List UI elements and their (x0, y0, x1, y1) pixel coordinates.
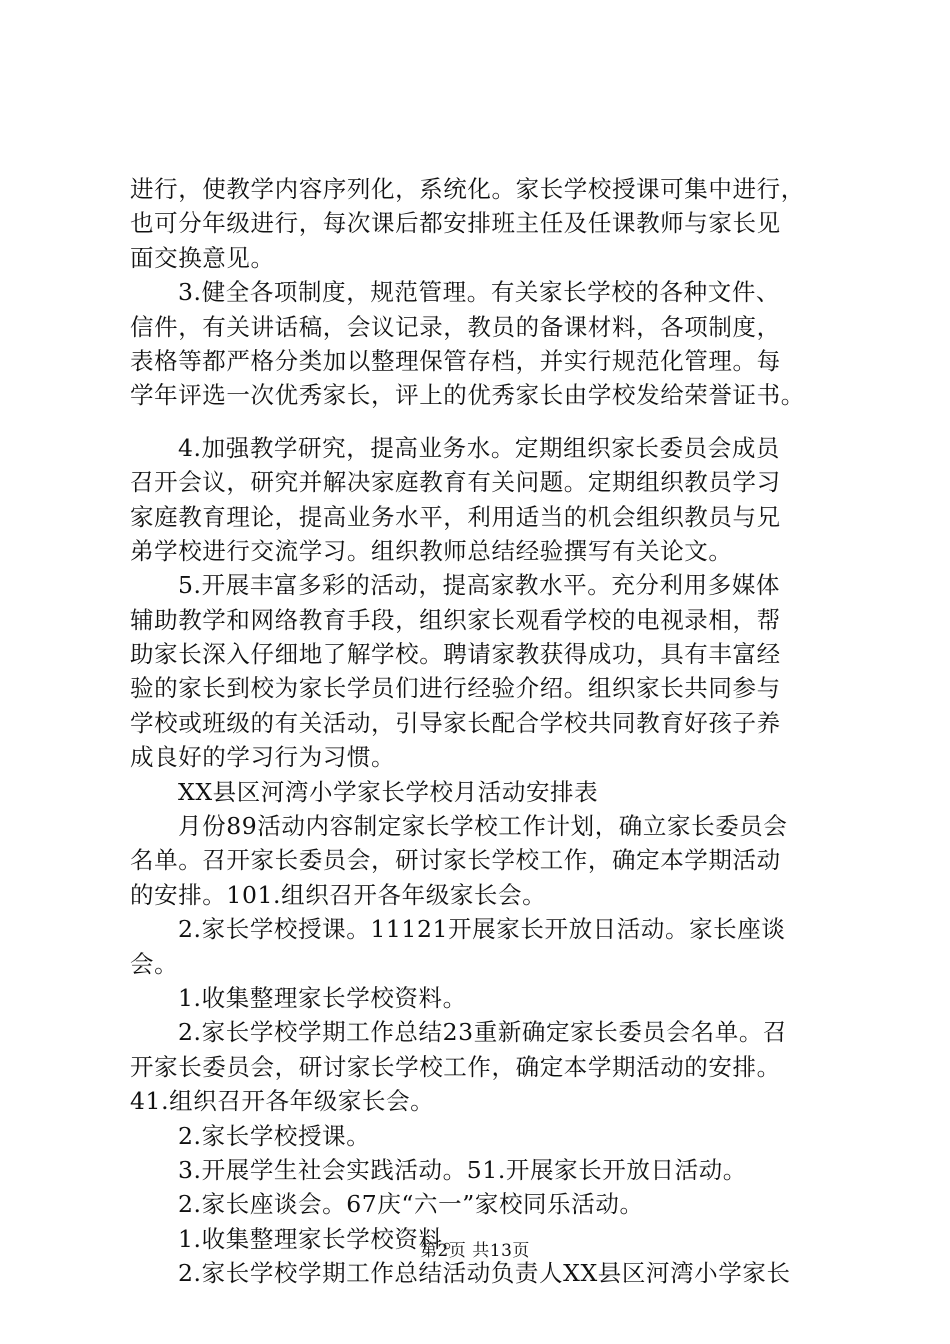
text-line: 成良好的学习行为习惯。 (130, 743, 396, 772)
text-line: 召开会议，研究并解决家庭教育有关问题。定期组织教员学习 (130, 468, 781, 497)
text-line: 4.加强教学研究，提高业务水。定期组织家长委员会成员 (178, 433, 781, 462)
text-line: 1.收集整理家长学校资料。 (178, 1224, 467, 1253)
text-line: 也可分年级进行，每次课后都安排班主任及任课教师与家长见 (130, 209, 781, 238)
text-line: 辅助教学和网络教育手段，组织家长观看学校的电视录相，帮 (130, 605, 781, 634)
section-heading: XX县区河湾小学家长学校月活动安排表 (178, 777, 599, 806)
text-line: 1.收集整理家长学校资料。 (178, 983, 467, 1012)
text-line: 面交换意见。 (130, 243, 275, 272)
text-line: 3.开展学生社会实践活动。51.开展家长开放日活动。 (178, 1155, 747, 1184)
text-line: 月份89活动内容制定家长学校工作计划，确立家长委员会 (178, 812, 788, 841)
text-line: 进行，使教学内容序列化，系统化。家长学校授课可集中进行， (130, 175, 805, 203)
text-line: 信件，有关讲话稿，会议记录，教员的备课材料，各项制度， (130, 312, 781, 341)
text-line: 2.家长学校学期工作总结活动负责人XX县区河湾小学家长 (178, 1259, 791, 1288)
text-line: 学校或班级的有关活动，引导家长配合学校共同教育好孩子养 (130, 708, 781, 737)
text-line: 2.家长学校授课。11121开展家长开放日活动。家长座谈 (178, 915, 786, 944)
text-line: 验的家长到校为家长学员们进行经验介绍。组织家长共同参与 (130, 674, 781, 703)
document-body (130, 172, 850, 1291)
text-line: 开家长委员会，研讨家长学校工作，确定本学期活动的安排。 (130, 1052, 781, 1081)
text-line: 弟学校进行交流学习。组织教师总结经验撰写有关论文。 (130, 536, 733, 565)
paragraph-gap (130, 413, 850, 431)
page-number-footer: 第2页 共13页 (420, 1241, 530, 1261)
text-line: 5.开展丰富多彩的活动，提高家教水平。充分利用多媒体 (178, 571, 781, 600)
text-line: 的安排。101.组织召开各年级家长会。 (130, 880, 547, 909)
text-line: 41.组织召开各年级家长会。 (130, 1087, 435, 1116)
text-line: 表格等都严格分类加以整理保管存档，并实行规范化管理。每 (130, 346, 781, 375)
text-line: 助家长深入仔细地了解学校。聘请家教获得成功，具有丰富经 (130, 640, 781, 669)
text-line: 2.家长座谈会。67庆“六一”家校同乐活动。 (178, 1190, 644, 1219)
text-line: 学年评选一次优秀家长，评上的优秀家长由学校发给荣誉证书。 (130, 381, 805, 410)
text-line: 2.家长学校授课。 (178, 1121, 371, 1150)
text-line: 名单。召开家长委员会，研讨家长学校工作，确定本学期活动 (130, 846, 781, 875)
text-line: 家庭教育理论，提高业务水平，利用适当的机会组织教员与兄 (130, 502, 781, 531)
text-line: 3.健全各项制度，规范管理。有关家长学校的各种文件、 (178, 278, 781, 307)
text-line: 会。 (130, 949, 179, 978)
text-line: 2.家长学校学期工作总结23重新确定家长委员会名单。召 (178, 1018, 788, 1047)
